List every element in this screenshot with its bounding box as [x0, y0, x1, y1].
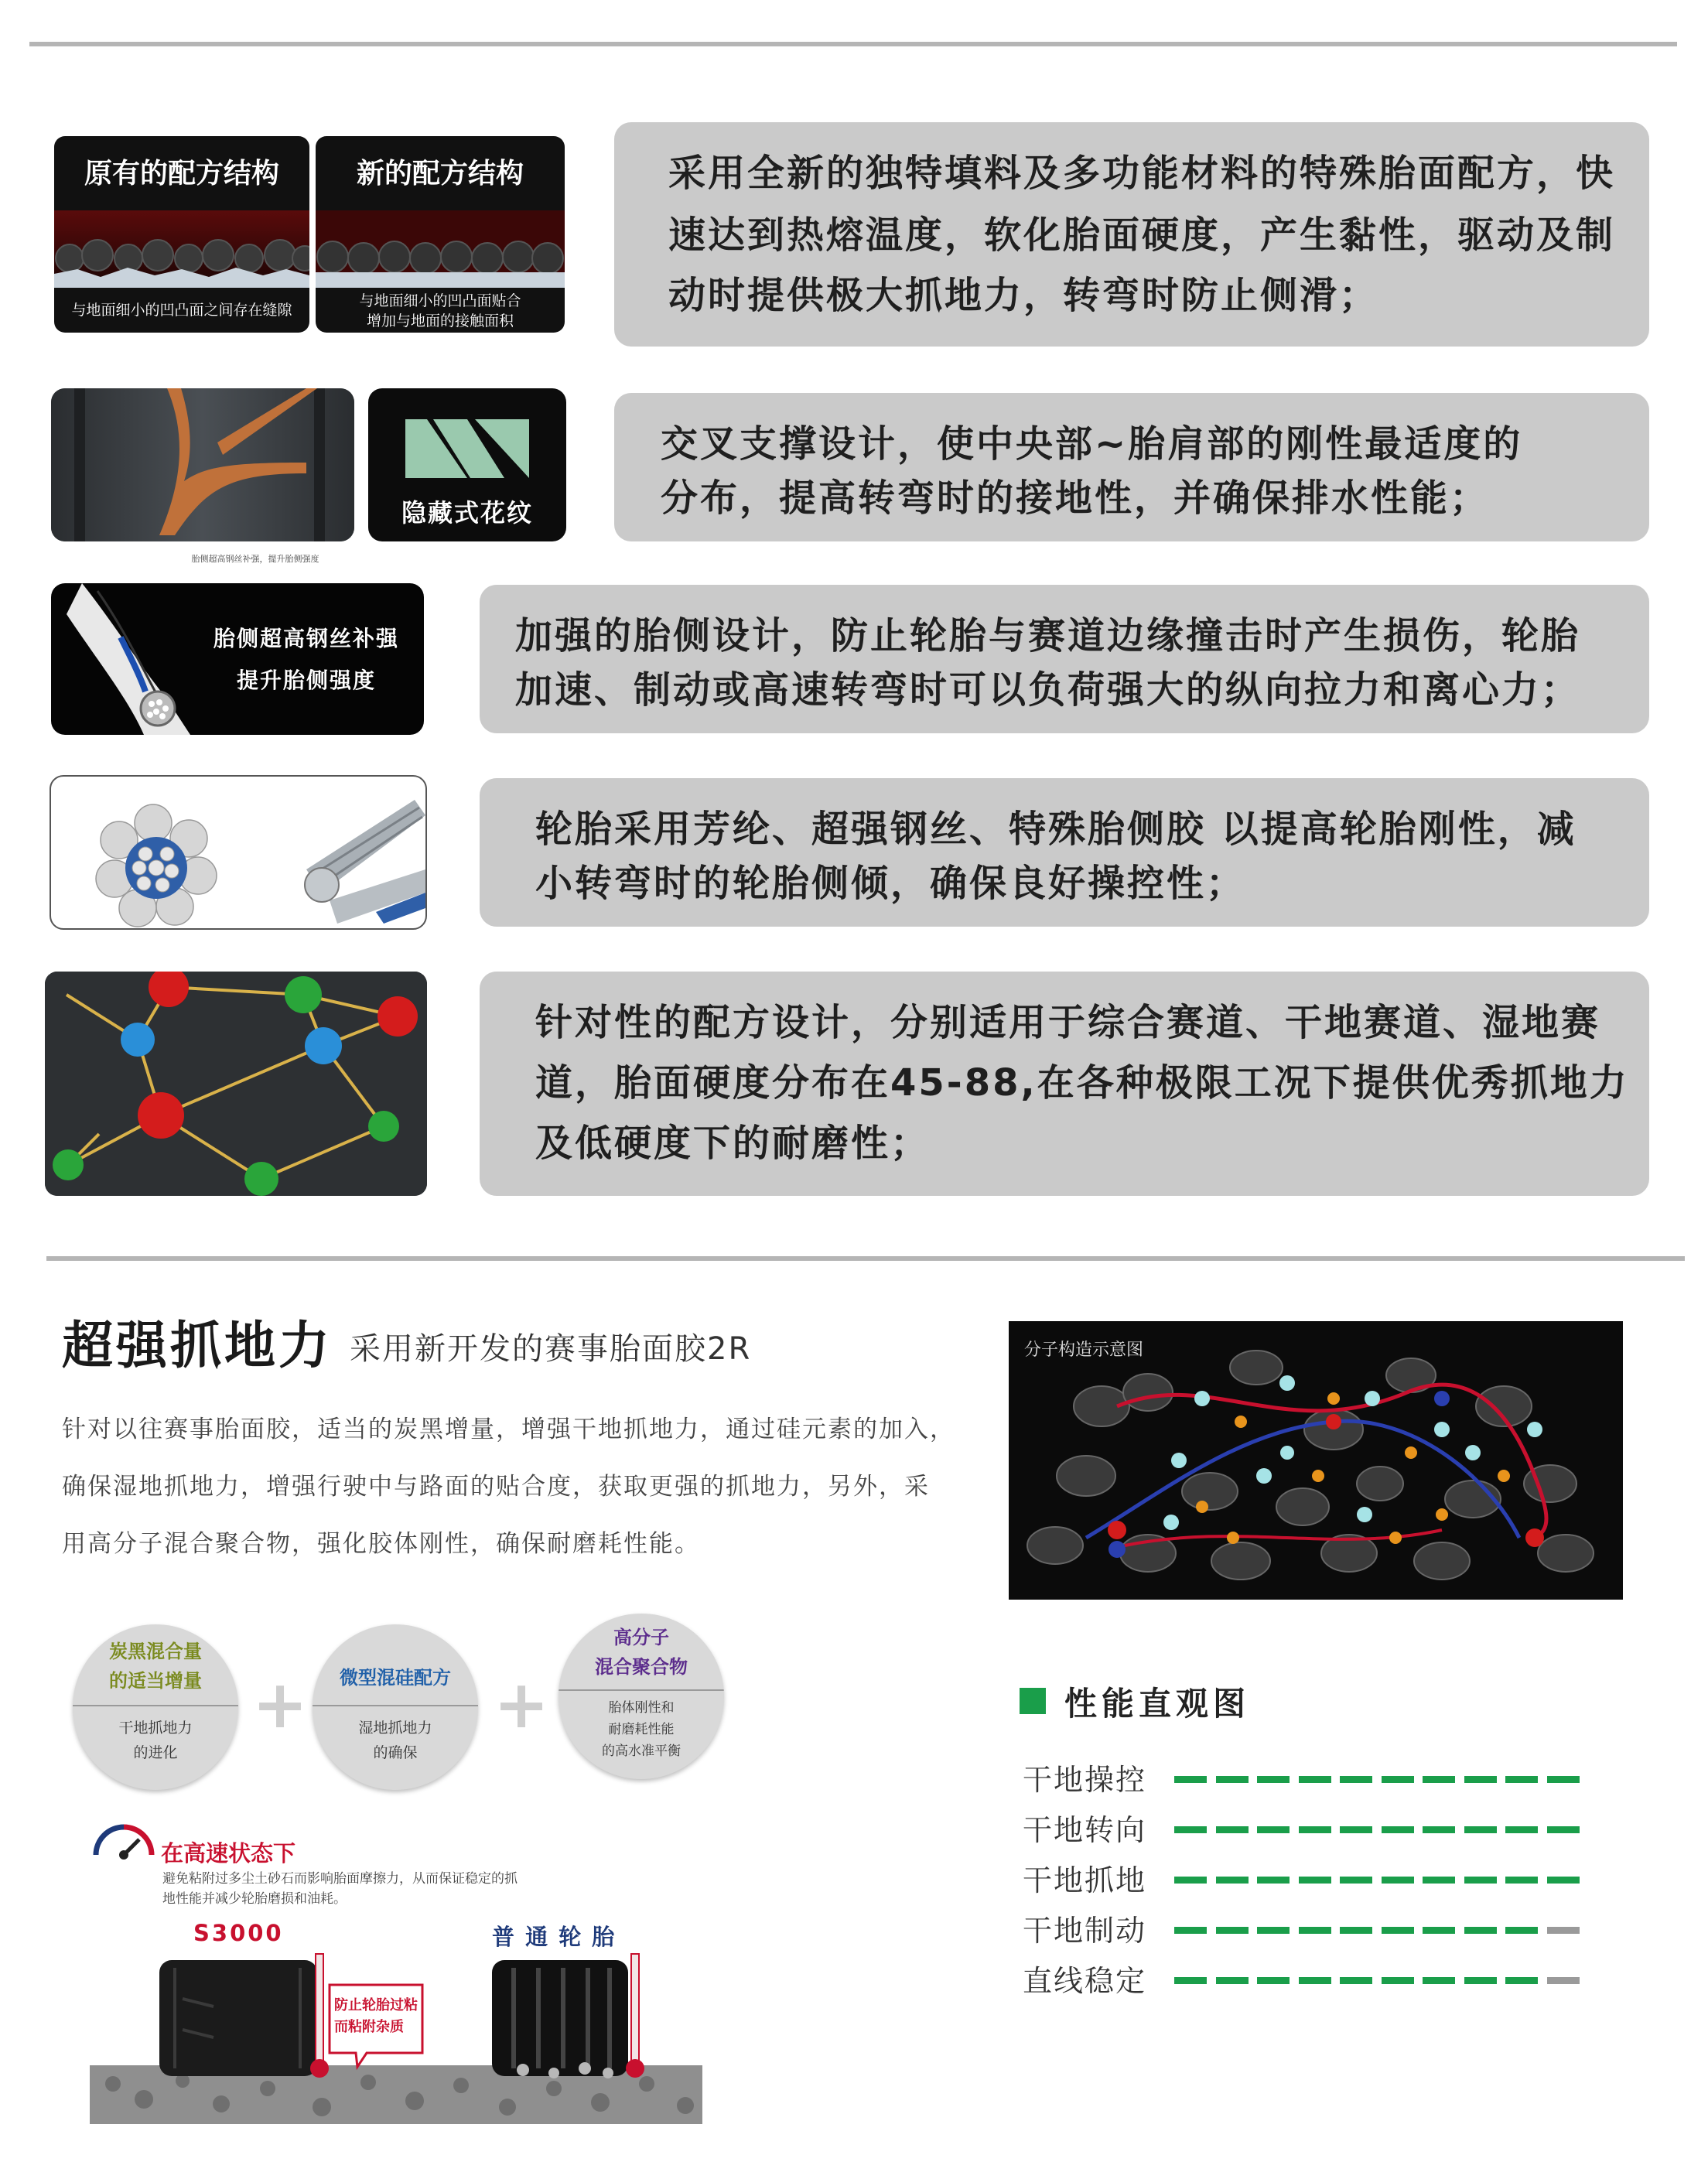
performance-dash-filled: [1299, 1776, 1331, 1783]
performance-dash-filled: [1423, 1927, 1455, 1934]
performance-dash-filled: [1547, 1776, 1580, 1783]
sidewall-panel: [51, 583, 424, 735]
performance-dash-filled: [1464, 1776, 1497, 1783]
sidewall-label-2: 提升胎侧强度: [236, 668, 376, 693]
performance-dash-filled: [1547, 1877, 1580, 1884]
feature-box-2: [614, 393, 1649, 541]
new-formula-panel: [316, 136, 565, 333]
new-formula-caption-2: 增加与地面的接触面积: [366, 313, 514, 330]
sidewall-small-caption: 胎侧超高钢丝补强，提升胎侧强度: [191, 554, 319, 564]
circle-1-top-1: 炭黑混合量: [109, 1641, 202, 1662]
circle-2-bot-1: 湿地抓地力: [358, 1720, 432, 1737]
performance-row: [1023, 1856, 1611, 1895]
molecule-caption: 分子构造示意图: [1024, 1341, 1144, 1360]
performance-dash-filled: [1505, 1877, 1538, 1884]
old-formula-caption: 与地面细小的凹凸面之间存在缝隙: [71, 302, 292, 319]
feature-4-line-1: 轮胎采用芳纶、超强钢丝、特殊胎侧胶 以提高轮胎刚性，减: [535, 808, 1576, 851]
performance-dash-filled: [1216, 1977, 1249, 1984]
performance-dash-filled: [1505, 1826, 1538, 1833]
cord-strands: [305, 800, 425, 924]
hidden-pattern-label: 隐藏式花纹: [401, 498, 533, 528]
feature-5-line-1: 针对性的配方设计，分别适用于综合赛道、干地赛道、湿地赛: [535, 1001, 1601, 1044]
top-divider: [29, 42, 1677, 46]
performance-dash-filled: [1464, 1977, 1497, 1984]
molecule-structure-image: [1009, 1321, 1623, 1600]
callout-line-2: 而粘附杂质: [334, 2019, 404, 2035]
feature-1-line-1: 采用全新的独特填料及多功能材料的特殊胎面配方，快: [668, 152, 1616, 195]
polymer-circle: [559, 1614, 724, 1779]
performance-dash-filled: [1382, 1927, 1414, 1934]
steel-cord-image: [50, 775, 427, 930]
circle-1-bot-2: 的进化: [133, 1744, 178, 1761]
new-formula-illustration: [316, 210, 565, 288]
circle-3-top-1: 高分子: [613, 1627, 669, 1648]
feature-3-line-1: 加强的胎侧设计，防止轮胎与赛道边缘撞击时产生损伤，轮胎: [515, 614, 1581, 657]
grip-subtitle: 采用新开发的赛事胎面胶2R: [350, 1331, 752, 1367]
circle-2-bot-2: 的确保: [373, 1744, 418, 1761]
performance-dash-filled: [1382, 1977, 1414, 1984]
carbon-black-circle: [73, 1624, 238, 1790]
performance-dash-filled: [1174, 1826, 1207, 1833]
performance-dash-filled: [1505, 1977, 1538, 1984]
feature-box-1: [614, 122, 1649, 347]
performance-dash-empty: [1547, 1927, 1580, 1934]
performance-row-label: 干地转向: [1023, 1813, 1147, 1847]
plus-2: +: [494, 1666, 550, 1744]
performance-dash-filled: [1216, 1776, 1249, 1783]
grip-title: 超强抓地力: [62, 1316, 333, 1375]
performance-dash-filled: [1382, 1877, 1414, 1884]
performance-row-label: 干地制动: [1023, 1914, 1147, 1948]
performance-dash-filled: [1257, 1877, 1290, 1884]
performance-dash-filled: [1464, 1927, 1497, 1934]
performance-dash-filled: [1257, 1826, 1290, 1833]
circle-2-top-1: 微型混硅配方: [340, 1667, 451, 1689]
performance-row: [1023, 1806, 1611, 1845]
performance-dash-filled: [1505, 1776, 1538, 1783]
performance-dash-filled: [1423, 1826, 1455, 1833]
s3000-label: S3000: [193, 1920, 284, 1946]
feature-1-line-2: 速达到热熔温度，软化胎面硬度，产生黏性，驱动及制: [668, 213, 1616, 257]
feature-box-5: [480, 972, 1649, 1196]
performance-row-label: 干地抓地: [1023, 1863, 1147, 1897]
circle-3-bot-1: 胎体刚性和: [608, 1700, 675, 1716]
highspeed-desc-2: 地性能并减少轮胎磨损和油耗。: [162, 1891, 347, 1907]
performance-dash-filled: [1216, 1927, 1249, 1934]
callout-line-1: 防止轮胎过粘: [334, 1997, 418, 2013]
feature-3-line-2: 加速、制动或高速转弯时可以负荷强大的纵向拉力和离心力；: [515, 668, 1581, 712]
tire-comparison-illustration: [90, 1952, 702, 2124]
performance-dash-filled: [1423, 1776, 1455, 1783]
feature-box-4: [480, 778, 1649, 927]
performance-dash-filled: [1505, 1927, 1538, 1934]
grip-body-1: 针对以往赛事胎面胶，适当的炭黑增量，增强干地抓地力，通过硅元素的加入，: [62, 1416, 955, 1443]
performance-dash-filled: [1174, 1927, 1207, 1934]
circle-2-divider: [313, 1705, 478, 1706]
grip-body-3: 用高分子混合聚合物，强化胶体刚性，确保耐磨耗性能。: [62, 1530, 700, 1558]
feature-4-line-2: 小转弯时的轮胎侧倾，确保良好操控性；: [535, 862, 1246, 905]
performance-dash-filled: [1299, 1927, 1331, 1934]
cross-support-image: [51, 388, 354, 541]
molecule-network-image: [45, 972, 427, 1196]
performance-dash-filled: [1423, 1877, 1455, 1884]
performance-dash-filled: [1382, 1776, 1414, 1783]
plus-1: +: [252, 1666, 309, 1744]
performance-dash-filled: [1174, 1776, 1207, 1783]
feature-5-line-3: 及低硬度下的耐磨性；: [535, 1122, 931, 1165]
performance-dash-filled: [1340, 1927, 1372, 1934]
cord-cross-section: [96, 804, 217, 927]
performance-dash-filled: [1257, 1977, 1290, 1984]
circle-3-bot-3: 的高水准平衡: [602, 1744, 681, 1759]
old-formula-illustration: [54, 210, 309, 288]
circle-3-bot-2: 耐磨耗性能: [608, 1722, 675, 1737]
normal-tire-label: 普 通 轮 胎: [492, 1924, 617, 1950]
new-formula-title: 新的配方结构: [356, 158, 524, 190]
highspeed-title: 在高速状态下: [161, 1840, 296, 1866]
circle-1-top-2: 的适当增量: [109, 1670, 202, 1692]
hidden-pattern-panel: [368, 388, 566, 541]
section-divider: [46, 1256, 1685, 1261]
performance-dash-filled: [1340, 1826, 1372, 1833]
performance-dash-filled: [1340, 1776, 1372, 1783]
highspeed-desc-1: 避免粘附过多尘土砂石而影响胎面摩擦力，从而保证稳定的抓: [162, 1871, 518, 1887]
circle-1-bot-1: 干地抓地力: [118, 1720, 193, 1737]
performance-row: [1023, 1756, 1611, 1795]
performance-dash-empty: [1547, 1977, 1580, 1984]
performance-dash-filled: [1216, 1826, 1249, 1833]
feature-box-3: [480, 585, 1649, 733]
performance-dash-filled: [1299, 1826, 1331, 1833]
performance-dash-filled: [1547, 1826, 1580, 1833]
performance-dash-filled: [1299, 1877, 1331, 1884]
performance-dash-filled: [1464, 1877, 1497, 1884]
performance-title: 性能直观图: [1064, 1685, 1251, 1723]
new-formula-caption-1: 与地面细小的凹凸面贴合: [359, 292, 521, 309]
feature-1-line-3: 动时提供极大抓地力，转弯时防止侧滑；: [668, 274, 1379, 317]
performance-dash-filled: [1340, 1977, 1372, 1984]
circle-1-divider: [73, 1705, 238, 1706]
circle-3-divider: [559, 1689, 724, 1691]
performance-row-label: 干地操控: [1023, 1763, 1147, 1797]
silica-circle: [313, 1624, 478, 1790]
sidewall-label-1: 胎侧超高钢丝补强: [213, 626, 399, 651]
circle-3-top-2: 混合聚合物: [595, 1656, 688, 1678]
performance-dash-filled: [1257, 1776, 1290, 1783]
performance-dash-filled: [1174, 1977, 1207, 1984]
performance-dash-filled: [1423, 1977, 1455, 1984]
performance-row-label: 直线稳定: [1023, 1964, 1147, 1998]
speedometer-icon: [90, 1813, 155, 1860]
hidden-pattern-icon: [368, 394, 566, 487]
performance-dash-filled: [1257, 1927, 1290, 1934]
performance-dash-filled: [1299, 1977, 1331, 1984]
performance-dash-filled: [1216, 1877, 1249, 1884]
performance-row: [1023, 1907, 1611, 1948]
old-formula-title: 原有的配方结构: [84, 158, 279, 190]
sidewall-diagram: [51, 583, 206, 735]
performance-legend-square: [1020, 1688, 1046, 1714]
old-formula-panel: [54, 136, 309, 333]
performance-dash-filled: [1174, 1877, 1207, 1884]
feature-2-line-1: 交叉支撑设计，使中央部~胎肩部的刚性最适度的: [661, 422, 1523, 466]
performance-row: [1023, 1957, 1611, 1996]
performance-dash-filled: [1464, 1826, 1497, 1833]
performance-dash-filled: [1382, 1826, 1414, 1833]
feature-2-line-2: 分布，提高转弯时的接地性，并确保排水性能；: [661, 476, 1490, 520]
feature-5-line-2: 道，胎面硬度分布在45-88,在各种极限工况下提供优秀抓地力: [535, 1061, 1629, 1105]
grip-body-2: 确保湿地抓地力，增强行驶中与路面的贴合度，获取更强的抓地力，另外，采: [62, 1473, 930, 1501]
performance-dash-filled: [1340, 1877, 1372, 1884]
